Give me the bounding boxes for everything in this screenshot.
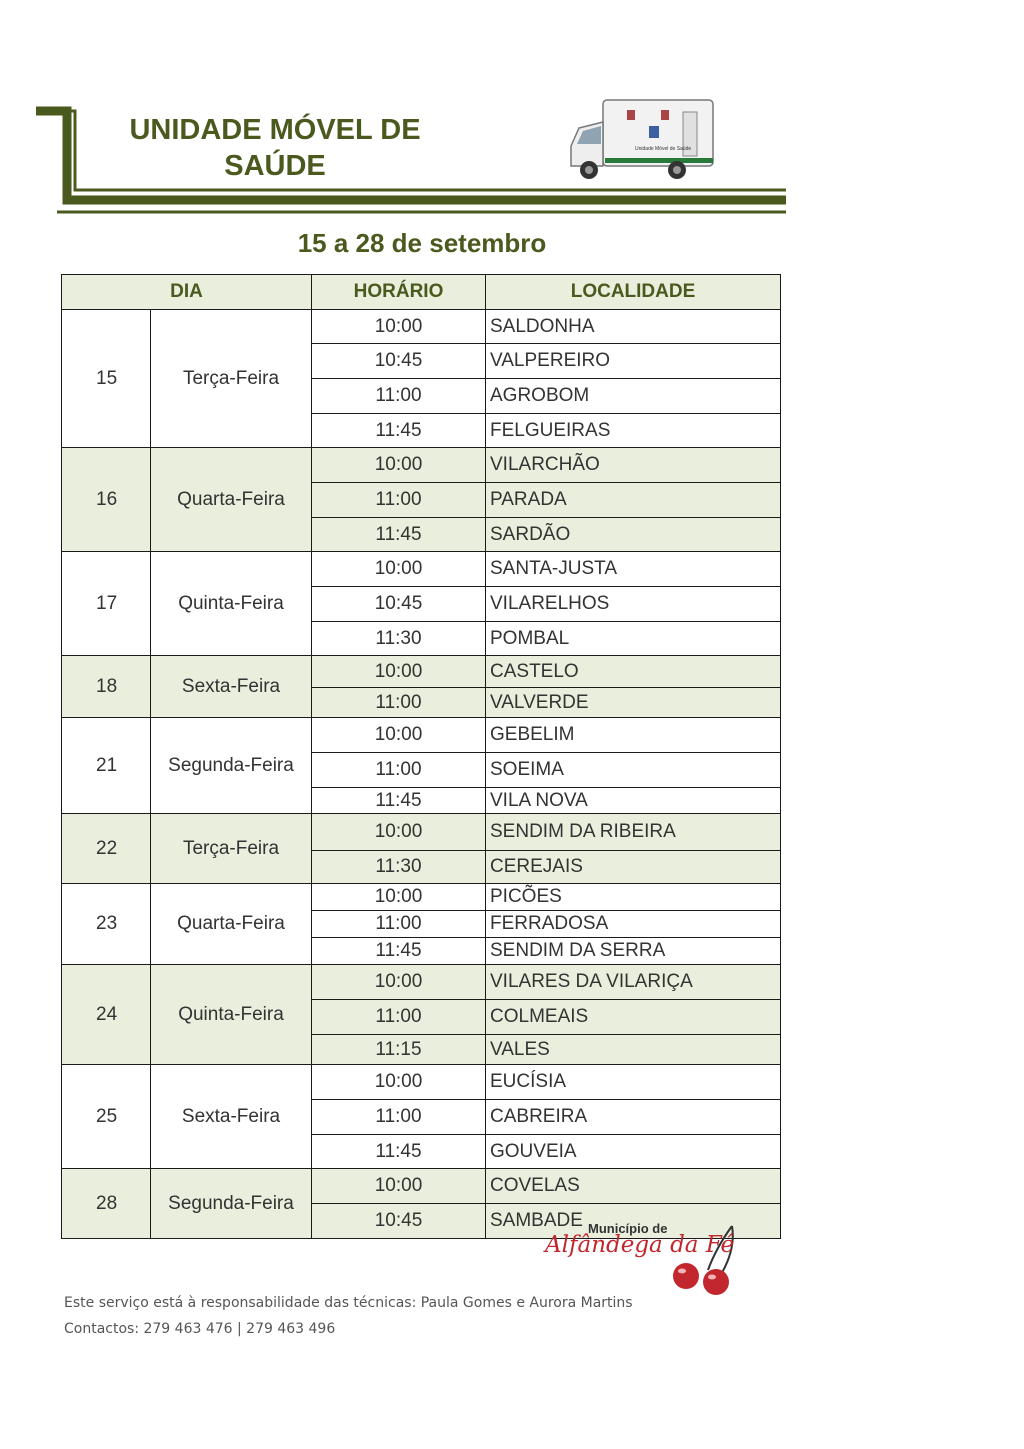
location-cell: PARADA: [486, 483, 781, 518]
time-cell: 11:00: [312, 379, 486, 414]
page-title: [100, 112, 450, 184]
table-row: [62, 1065, 781, 1100]
logo-town-name: Alfândega da Fé: [545, 1232, 735, 1258]
van-text: Unidade Móvel de Saúde: [635, 146, 692, 152]
weekday: Sexta-Feira: [151, 1065, 312, 1169]
time-cell: 11:45: [312, 518, 486, 552]
location-cell: FERRADOSA: [486, 911, 781, 938]
location-cell: POMBAL: [486, 622, 781, 656]
time-cell: 10:45: [312, 344, 486, 379]
date-range-subtitle: 15 a 28 de setembro: [297, 228, 547, 258]
time-cell: 10:00: [312, 965, 486, 1000]
table-row: [62, 310, 781, 344]
time-cell: 10:00: [312, 1065, 486, 1100]
location-cell: CABREIRA: [486, 1100, 781, 1135]
weekday: Terça-Feira: [151, 814, 312, 884]
location-cell: SALDONHA: [486, 310, 781, 344]
table-row: [62, 1169, 781, 1204]
time-cell: 10:00: [312, 656, 486, 688]
time-cell: 11:00: [312, 688, 486, 718]
location-cell: VALPEREIRO: [486, 344, 781, 379]
title-line-1: UNIDADE MÓVEL DE: [129, 114, 421, 146]
day-number: 21: [62, 718, 151, 814]
schedule-body: [62, 310, 781, 1239]
cherries-icon: [673, 1263, 699, 1289]
location-cell: AGROBOM: [486, 379, 781, 414]
time-cell: 11:45: [312, 938, 486, 965]
time-cell: 11:45: [312, 414, 486, 448]
location-cell: VALES: [486, 1035, 781, 1065]
location-cell: SAMBADE: [486, 1204, 781, 1239]
time-cell: 10:00: [312, 1169, 486, 1204]
footer-responsible: Este serviço está à responsabilidade das técnicas: Paula Gomes e Aurora Martins: [64, 1295, 633, 1311]
time-cell: 11:00: [312, 1100, 486, 1135]
location-cell: FELGUEIRAS: [486, 414, 781, 448]
weekday: Quinta-Feira: [151, 552, 312, 656]
title-line-2: SAÚDE: [224, 150, 326, 182]
time-cell: 11:15: [312, 1035, 486, 1065]
time-cell: 10:00: [312, 718, 486, 753]
table-row: [62, 656, 781, 688]
location-cell: GOUVEIA: [486, 1135, 781, 1169]
day-number: 16: [62, 448, 151, 552]
location-cell: SARDÃO: [486, 518, 781, 552]
time-cell: 11:30: [312, 851, 486, 884]
location-cell: EUCÍSIA: [486, 1065, 781, 1100]
time-cell: 11:00: [312, 911, 486, 938]
logo-municipio-text: Município de: [588, 1221, 668, 1236]
weekday: Quinta-Feira: [151, 965, 312, 1065]
table-row: [62, 814, 781, 851]
location-cell: VILARES DA VILARIÇA: [486, 965, 781, 1000]
weekday: Quarta-Feira: [151, 884, 312, 965]
weekday: Terça-Feira: [151, 310, 312, 448]
time-cell: 10:00: [312, 310, 486, 344]
day-number: 18: [62, 656, 151, 718]
table-row: [62, 884, 781, 911]
location-cell: VILARELHOS: [486, 587, 781, 622]
time-cell: 11:00: [312, 753, 486, 788]
location-cell: COLMEAIS: [486, 1000, 781, 1035]
location-cell: SOEIMA: [486, 753, 781, 788]
ambulance-van-icon: [565, 92, 717, 184]
header-horario: HORÁRIO: [312, 275, 486, 310]
location-cell: GEBELIM: [486, 718, 781, 753]
weekday: Segunda-Feira: [151, 718, 312, 814]
location-cell: COVELAS: [486, 1169, 781, 1204]
time-cell: 10:00: [312, 448, 486, 483]
location-cell: CASTELO: [486, 656, 781, 688]
location-cell: SANTA-JUSTA: [486, 552, 781, 587]
day-number: 23: [62, 884, 151, 965]
table-row: [62, 965, 781, 1000]
location-cell: VALVERDE: [486, 688, 781, 718]
day-number: 22: [62, 814, 151, 884]
weekday: Segunda-Feira: [151, 1169, 312, 1239]
location-cell: SENDIM DA RIBEIRA: [486, 814, 781, 851]
time-cell: 10:00: [312, 552, 486, 587]
day-number: 15: [62, 310, 151, 448]
time-cell: 10:45: [312, 587, 486, 622]
day-number: 17: [62, 552, 151, 656]
time-cell: 10:00: [312, 814, 486, 851]
location-cell: CEREJAIS: [486, 851, 781, 884]
time-cell: 10:00: [312, 884, 486, 911]
location-cell: PICÕES: [486, 884, 781, 911]
table-header-row: [62, 275, 781, 310]
time-cell: 11:00: [312, 483, 486, 518]
day-number: 24: [62, 965, 151, 1065]
time-cell: 11:00: [312, 1000, 486, 1035]
time-cell: 10:45: [312, 1204, 486, 1239]
day-number: 28: [62, 1169, 151, 1239]
time-cell: 11:45: [312, 1135, 486, 1169]
weekday: Quarta-Feira: [151, 448, 312, 552]
day-number: 25: [62, 1065, 151, 1169]
table-row: [62, 448, 781, 483]
location-cell: VILA NOVA: [486, 788, 781, 814]
weekday: Sexta-Feira: [151, 656, 312, 718]
header-dia: DIA: [62, 275, 312, 310]
schedule-table: [61, 274, 781, 1239]
header-localidade: LOCALIDADE: [486, 275, 781, 310]
table-row: [62, 552, 781, 587]
location-cell: SENDIM DA SERRA: [486, 938, 781, 965]
time-cell: 11:45: [312, 788, 486, 814]
table-row: [62, 718, 781, 753]
location-cell: VILARCHÃO: [486, 448, 781, 483]
time-cell: 11:30: [312, 622, 486, 656]
footer-contacts: Contactos: 279 463 476 | 279 463 496: [64, 1321, 336, 1337]
